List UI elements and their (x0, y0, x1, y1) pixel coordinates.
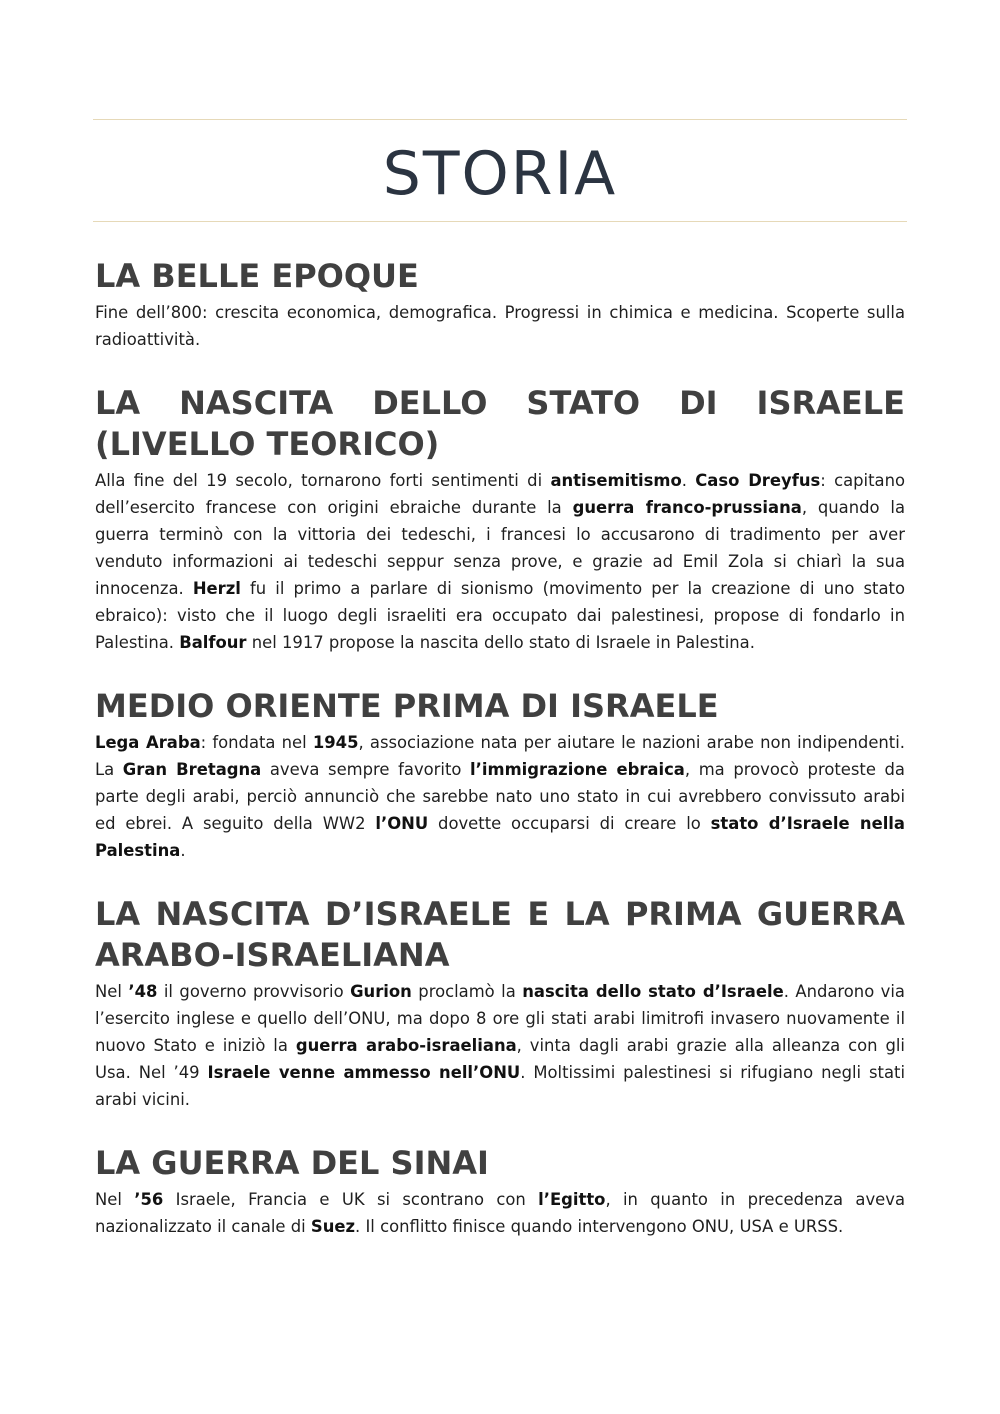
body-text: nel 1917 propose la nascita dello stato di Israele in Palestina. (246, 633, 755, 652)
body-text: Israele, Francia e UK si scontrano con (163, 1190, 539, 1209)
body-text: , vinta dagli arabi grazie alla alleanza con gli Usa. Nel ’49 (95, 1036, 905, 1082)
bold-text: ’56 (134, 1190, 164, 1209)
body-text: . Il conflitto finisce quando intervengono ONU, USA e URSS. (355, 1217, 844, 1236)
section (95, 256, 905, 353)
body-text: fu il primo a parlare di sionismo (movimento per la creazione di uno stato ebraico): visto che il luogo degli israeliti era occupato dai palestinesi, propose di fondarlo in Palestina. (95, 579, 905, 652)
section-body (95, 1186, 905, 1240)
bold-text: l’ONU (375, 814, 429, 833)
bold-text: l’immigrazione ebraica (470, 760, 685, 779)
body-text: , associazione nata per aiutare le nazioni arabe non indipendenti. La (95, 733, 905, 779)
section (95, 894, 905, 1113)
bold-text: stato d’Israele nella Palestina (95, 814, 905, 860)
title-top-rule (93, 119, 907, 120)
section (95, 383, 905, 656)
section-heading: LA NASCITA D’ISRAELE E LA PRIMA GUERRA ARABO-ISRAELIANA (95, 895, 905, 974)
body-text: : fondata nel (200, 733, 313, 752)
body-text: Fine dell’800: crescita economica, demografica. Progressi in chimica e medicina. Scoperte sulla radioattività. (95, 303, 905, 349)
bold-text: Caso Dreyfus (695, 471, 821, 490)
body-text: proclamò la (411, 982, 523, 1001)
bold-text: guerra arabo-israeliana (295, 1036, 517, 1055)
body-text: Nel (95, 982, 129, 1001)
document-content (95, 256, 905, 1270)
body-text: Nel (95, 1190, 135, 1209)
body-text: dovette occuparsi di creare lo (428, 814, 711, 833)
bold-text: ’48 (128, 982, 158, 1001)
body-text: aveva sempre favorito (261, 760, 471, 779)
body-text: . Moltissimi palestinesi si rifugiano negli stati arabi vicini. (95, 1063, 905, 1109)
bold-text: guerra franco-prussiana (572, 498, 802, 517)
section-body (95, 978, 905, 1113)
bold-text: Balfour (179, 633, 247, 652)
body-text: il governo provvisorio (157, 982, 351, 1001)
bold-text: Gurion (350, 982, 412, 1001)
document-title: STORIA (382, 139, 618, 209)
section (95, 686, 905, 864)
body-text: , in quanto in precedenza aveva nazionalizzato il canale di (95, 1190, 905, 1236)
section-body (95, 299, 905, 353)
bold-text: 1945 (312, 733, 359, 752)
title-bottom-rule (93, 221, 907, 222)
section-body (95, 729, 905, 864)
bold-text: l’Egitto (538, 1190, 606, 1209)
bold-text: Gran Bretagna (122, 760, 262, 779)
bold-text: antisemitismo (550, 471, 682, 490)
body-text: : capitano dell’esercito francese con origini ebraiche durante la (95, 471, 905, 517)
section-heading: MEDIO ORIENTE PRIMA DI ISRAELE (95, 687, 719, 725)
section (95, 1143, 905, 1240)
section-body (95, 467, 905, 656)
body-text: Alla fine del 19 secolo, tornarono forti sentimenti di (95, 471, 551, 490)
bold-text: Israele venne ammesso nell’ONU (207, 1063, 521, 1082)
body-text: . (180, 841, 186, 860)
section-heading: LA BELLE EPOQUE (95, 257, 419, 295)
section-heading: LA GUERRA DEL SINAI (95, 1144, 489, 1182)
body-text: . (681, 471, 696, 490)
bold-text: Suez (310, 1217, 356, 1236)
body-text: , quando la guerra terminò con la vittoria dei tedeschi, i francesi lo accusarono di tradimento per aver venduto informazioni ai tedeschi seppur senza prove, e grazie ad Emil Zola si chiarì la sua innocenza. (95, 498, 906, 598)
body-text: , ma provocò proteste da parte degli arabi, perciò annunciò che sarebbe nato uno stato in cui avrebbero convissuto arabi ed ebrei. A seguito della WW2 (95, 760, 905, 833)
section-heading: LA NASCITA DELLO STATO DI ISRAELE (LIVELLO TEORICO) (95, 384, 905, 463)
bold-text: Lega Araba (95, 733, 201, 752)
body-text: . Andarono via l’esercito inglese e quello dell’ONU, ma dopo 8 ore gli stati arabi limitrofi invasero nuovamente il nuovo Stato e iniziò la (95, 982, 905, 1055)
bold-text: Herzl (192, 579, 241, 598)
bold-text: nascita dello stato d’Israele (522, 982, 784, 1001)
